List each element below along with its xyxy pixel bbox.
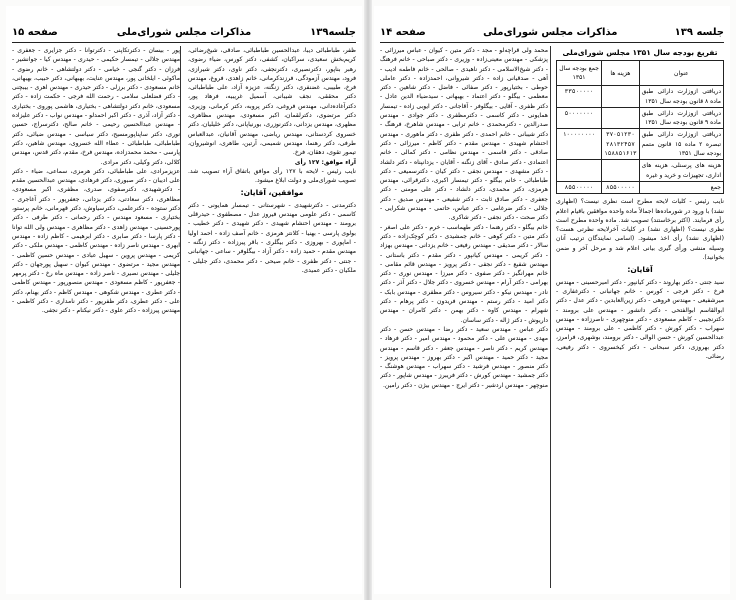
section-title: آقایان:	[627, 265, 653, 275]
row-total: ۵۰۰۰۰۰۰۰	[557, 107, 602, 129]
table-header: جمع بودجه سال ۱۳۵۱	[557, 61, 602, 86]
paragraph: سید جنتی - دکتر بهاروند - دکتر کیانپور - دکتر امیرحسینی - مهندس فرخ - دکتر فرجی - کورس - خانم جهانبانی - دکترغفاری - میرشفیعی - مهندس فروهی - دکتر زین‌العابدین - دکتر عدل - دکتر ابوالقاسم ابوالفتحی - دکتر دانشور - مهندس علی برومند - دکترنجیبی - کاظم مسعودی - دکتر منوچهری - ناصرزاده - مهندس سهراب - دکتر کورش - دکتر کاظمی - علی برومند - مهندس عبدالحسین کورش - حسن الوالی - دکتر برومند، بوشهری، فرامرز، دکتر بهروزی، دکتر سبحانی - دکتر کیخسروی - دکتر رفیعی، رضائی.	[556, 278, 724, 361]
budget-table	[556, 60, 724, 194]
section-title: موافقین، آقایان:	[240, 188, 304, 198]
page-header	[12, 24, 356, 43]
table-row	[557, 86, 724, 108]
table-header: عنوان	[639, 61, 723, 86]
column-left	[12, 46, 180, 588]
session-label: جلسه ۱۳۹	[674, 26, 724, 38]
row-cost	[602, 160, 640, 182]
column-left	[380, 46, 548, 588]
paragraph: دکتر عباس - مهندس سعید - دکتر رضا - مهندس حسن - دکتر مهدی - مهندس علی - دکتر محمود - مهندس امیر - دکتر فرهاد - مهندس کریم - دکتر ناصر - مهندس جعفر - دکتر قاسم - مهندس مجید - دکتر حمید - مهندس اکبر - دکتر بهروز - مهندس پرویز - دکتر منصور - مهندس فرشید - دکتر سهراب - مهندس هوشنگ - دکتر جمشید - مهندس کورش - دکتر فریبرز - مهندس شاپور - دکتر منوچهر - مهندس اردشیر - دکتر ایرج - مهندس بیژن - دکتر رامین.	[380, 325, 548, 389]
row-label: دریافتی ازوزارت دارائی طبق ماده ۹ قانون بودجه سال ۱۳۵۱	[639, 107, 723, 129]
page-15	[6, 6, 362, 594]
book-gutter	[364, 0, 372, 600]
paragraph: دکترمدنی - دکترشهیدی - شهرستانی - تیمسار همایونی - دکتر کاسمی - دکتر علومی مهندس فیروز عدل - مصطفوی - حیدرقلی برومند - مهندس احتشام شهیدی - دکتر شهیدی - دکتر خطیب - بولوی پارسی - بهنیا - کلانتر هرمزی - خانم آصف زاده - احمد اولیا - اماپوری - بهروزی - دکتر بیگلری - باقر پیرزاده - دکتر زنگنه - مهندس مقدم - حمید زاده - دکتر آزاد - بیگلوفر - ساعی - جهانبانی - جنتی - دکتر ظفری - خانم صیحی - دکتر محمدی، دکتر جلیلی - ملکیان - دکتر عمیدی.	[188, 201, 356, 274]
header-title: مذاکرات مجلس شورای‌ملی	[483, 26, 618, 38]
column-right	[188, 46, 356, 588]
vote-line: آراء موافق: ۱۲۷ رأی	[294, 158, 356, 166]
row-label: دریافتی ازوزارت دارائی طبق تبصره ۲ ماده ۱۵ قانون متمم بودجه سال ۱۳۵۱	[639, 129, 723, 160]
header-title: مذاکرات مجلس شورای‌ملی	[116, 26, 252, 38]
row-total: ۸۵۵۰۰۰۰۰	[557, 181, 602, 193]
page-header	[380, 24, 724, 43]
row-label: جمع	[639, 181, 723, 193]
page-number: صفحه ۱۵	[12, 26, 58, 38]
row-total: ۱۰۰۰۰۰۰۰۰	[557, 129, 602, 160]
paragraph: ظفر، طباطبائی دیبا، عبدالحسین طباطبائی، صادقی، شیخ‌رضائی، کریم‌بخش سعیدی، سراکیان، کشفی، دکتر کورس، ضیاء رضوی، رهبر بناپور، دکترنصیری، دکترنجفی، دکتر ناوی، دکتر شیرازی، فرود، مهندس آزمودگی، فرزندکرمانی، خانم زاهدی، فروغ، مهندس فرخ، طبیبی، غضنفری، دکتر زنگنه، عزیزه آزاد، علی طباطبائی، دکتر محققی، نجف شیبانی، آسمیل غریبیه، فرهاد پور، دکترآغاده‌دانی، مهندس فروغی، دکتر پروبه، دکتر کرمانی، وزیری، دکتر مرتضوی، دکترلقمان، اکبر مسعودی، مهندس مظاهری، مظهری، مهندس یزدانی، دکترنوزری، بورنیاپانی، دکتر خلیلیان، دکتر خسروی کردستانی، مهندس ریاضی، مهندس آقانیان، عبدالعباس طرفی، دکتر رهنما، مهندس شمیمی، آرتین، طاهری، انوشیروان، تیمور تقوی، دهقان، فرخ.	[188, 47, 356, 157]
session-label: جلسه۱۳۹	[310, 26, 356, 38]
column-right	[556, 46, 724, 588]
table-row	[557, 129, 724, 160]
row-total	[557, 160, 602, 182]
row-cost: ۳۷۰۵۱۲۳۰ ۲۸۱۳۲۴۵۷ ۱۵۸۸۵۱۶۱۳	[602, 129, 640, 160]
row-label: دریافتی ازوزارت دارائی طبق ماده ۸ قانون بودجه سال ۱۳۵۱	[639, 86, 723, 108]
page-number: صفحه ۱۴	[380, 26, 426, 38]
paragraph: نایب رئیس - کلیات لایحه مطرح است نظری نیست؟ (اظهاری نشد) با ورود در شورماده‌ها اجمالاً ماده واحده موافقین باقیام اعلام رأی فرمایند. (اکثر برخاستند) تصویب شد. ماده واحده مطرح است نظری نیست؟ (اظهاری نشد) در کلیات آخرلایحه نظرتی هست؟ (اظهاری نشد) رأی اخذ میشود. (اسامی نمایندگان ترتیب آنان وسیله منشی ورأی گیری بیانی اعلام شد و مرحل آخر و ضمن بخوانید).	[556, 198, 724, 262]
row-cost: ۸۵۵۰۰۰۰۰	[602, 181, 640, 193]
row-label: هزینه های پرسنلی، هزینه های اداری، تجهیزات و خرید و غیره	[639, 160, 723, 182]
table-row	[557, 160, 724, 182]
text-columns	[12, 46, 356, 588]
column-divider	[180, 46, 181, 588]
text-columns	[380, 46, 724, 588]
row-cost	[602, 86, 640, 108]
paragraph: عزیزمرادی، علی طباطبائی، دکتر هرمزی، سماعی، ضیاء - دکتر علی ادیبان - دکتر صبوری، دکتر فرهادی، مهندس عبدالحسین مقدم - دکترشهیدی، دکترصفوی، صدری، مظفری، اکبر مسعودی، مظاهری، دکتر سعادتی، دکتر یزدانی، جعفرپور - دکتر آغاجری - دکتر ستوده - دکترعلمی، دکترسیاوش، دکتر قهرمانی، خانم پرستو، بختیاری - مسعود مهندس - دکتر رحمانی - دکتر طرفی - دکتر پورحسینی - مهندس زاهدی - دکتر مظاهری - مهندس ولی الله توانا - دکتر پارسا - دکتر صابری - دکتر ابرهیمی - کاظم زاده - مهندس ابهری - مهندس ناصر زاده - مهندس کاظمی - مهندس ملکی - دکتر کریمی - مهندس پروین - سهیل عبادی - مهندس حسین کاظمی - مهندس مجید - مرتضوی - مهندس کیوان - سهیل پورجهان - دکتر جلیلی - مهندس نصیری - ناصر زاده - مهندس ماه رخ - دکتر پرمهر - جعفرپور - کاظم مسعودی - مهندس منصورپور - مهندس کاظمی - دکتر عطری - مهندس شکوهی - مهندس کاظم - دکتر بهنام، دکتر علی - دکتر عطری، دکتر ظفرپور - دکتر نامداری - دکتر کاظمی - مهندس پیرزاده - دکتر علوی - دکتر نیکنام - دکتر نجفی.	[12, 167, 180, 315]
paragraph: خانم بیگلو - دکتر رهنما - دکتر طهماسب - خرم - دکتر علی اصغر - دکتر متین - دکتر کوهی - خانم جمشیدی - دکتر کوچک‌زاده - دکتر سالار - دکتر صدیقی - مهندس رفیعی - خانم یزدانی - مهندس بهزاد - دکتر کریمی - مهندس کیانپور - دکتر مقدم - دکتر باستانی - مهندس شفیع - دکتر نجفی - دکتر پرویز - مهندس قائم مقامی - خانم مهرانگیز - دکتر صفوی - دکتر میرزا - مهندس نوری - دکتر بهرامی - دکتر آرام - مهندس خسروی - دکتر جلال - دکتر آذر - دکتر نادر - مهندس نیکو - دکتر سیروس - دکتر مظفری - مهندس بابک - دکتر امید - دکتر رستم - مهندس فریدون - دکتر پرهام - دکتر شهرام - مهندس کاوه - دکتر بهمن - دکتر کامران - مهندس داریوش - دکتر ژاله - دکتر ساسان.	[380, 223, 548, 324]
row-cost	[602, 107, 640, 129]
table-row	[557, 181, 724, 193]
table-header: هزینه ها	[602, 61, 640, 86]
paragraph: محمد ولی قراچه‌لو - مجد - دکتر متین - کیوان - عباس میرزائی - پزشکی - مهندس معینی‌زاده - وزیری - دکتر صباحی - خانم فرهنگ - دکتر شیخ‌الاسلامی - دکتر ناهیدی - صالحی - خانم فاطمه ادیب - آهی - صدقیانی زاده - دکتر شیروانی، احمدزاده - دکتر عاملی حوطی - بختیارپور - دکتر صفائی - فاضل - دکتر شاهین - دکتر معظمی - بیگلو - دکتر اعتماد - بهبهانی - سیدضیاء الدین عادل - دکتر ظفری - آقایی - بیگلوفر - آقاجانی - دکتر ایوبی زاده - تیمسار همایونی - دکتر کاسمی - دکترمظفری - دکتر جوادی - مهندس صدرالدین - دکترمحمدی - خانم ترابی - مهندس شاهرخ، فرهنگ - دکتر شیبانی - خانم احمدی - دکتر ظفری - دکتر ماهوری - مهندس احتشام شهیدی - مهندس مقدم - دکتر کاظم - میرزائی - دکتر صادقی - دکتر قاسمی - مهندس نظامی - دکتر کمالی - خانم اعتمادی - دکتر صادق - آقای زنگنه - آقایان - یزدانپناه - دکتر دلشاد - دکتر مشهدی - مهندس نجفی - دکتر کیان - دکترسمیعی - دکتر طباطبائی - خانم بیگلو - دکتر تیمسار اکبری، دکترقرائی، مهندس هرمزی، دکتر محمدی، دکتر دلشاد - دکتر علی مومنی - دکتر جعفری - دکتر صادق ثابت - دکتر شفیعی - مهندس صدیق - دکتر جلالی - دکتر ضرغامی - دکتر عباس، حاتمی - مهندس شکرایی - دکتر صحت - دکتر نجفی - دکتر شاکری.	[380, 47, 548, 222]
paragraph: پور - بیسان - دکترتکاپنی - دکترتوانا - دکتر جزایری - جعفری - مهندس جلالی - تیمسار حکیمی - حیدری - مهندس کیا - جوانشیر - فرزان - دکتر گنجی - خیامی - دکتر دولتشاهی - خانم رضوی - ماکوئی - ایلخانی پور، مهندس عنایت، بهبهانی، دکتر حبیب، بهبهانی، خانم مسعودی - دکتر برزلی - دکتر حیدری - مهندس اهری - بیبچنی - دکتر فضلعلی سلامی - رحمت الله فرجی - حکمت زاده - دکتر مسعودی، خانم دکتر دولتشاهی - بختیاری، هاشمی پوروی - بختیاری - دکتر آزاد، آذری - دکتر اکبر احمدلو - مهندس نواب - دکتر علیزاده - مهندس عبدالحسین رحیمی - خانم صالح، دکترسراج، حسین نوری، دکتر ساپناپورمسیح، دکتر سیاسی - مهندس ضیائی، دکتر طباطبائی، طباطبائی - عطاء الله خسروی، مهندس شاهین، دکتر پارسی - محمد محمدزاده، مهندس فرخ، مقدم، دکتر قدس، مهندس کلالی، دکتر وکیلی، دکتر مرادی.	[12, 47, 180, 166]
table-row	[557, 107, 724, 129]
speaker-line: نایب رئیس - لایحه با ۱۲۷ رأی موافق باتفاق آراء تصویب شد. تصویب شورای‌ملی و دولت ابلاغ میشود.	[188, 167, 356, 185]
table-title: تفریغ بودجه سال ۱۳۵۱ مجلس شورای‌ملی	[562, 48, 718, 57]
page-14	[374, 6, 730, 594]
row-total: ۳۳۵۰۰۰۰۰	[557, 86, 602, 108]
column-divider	[550, 46, 551, 588]
